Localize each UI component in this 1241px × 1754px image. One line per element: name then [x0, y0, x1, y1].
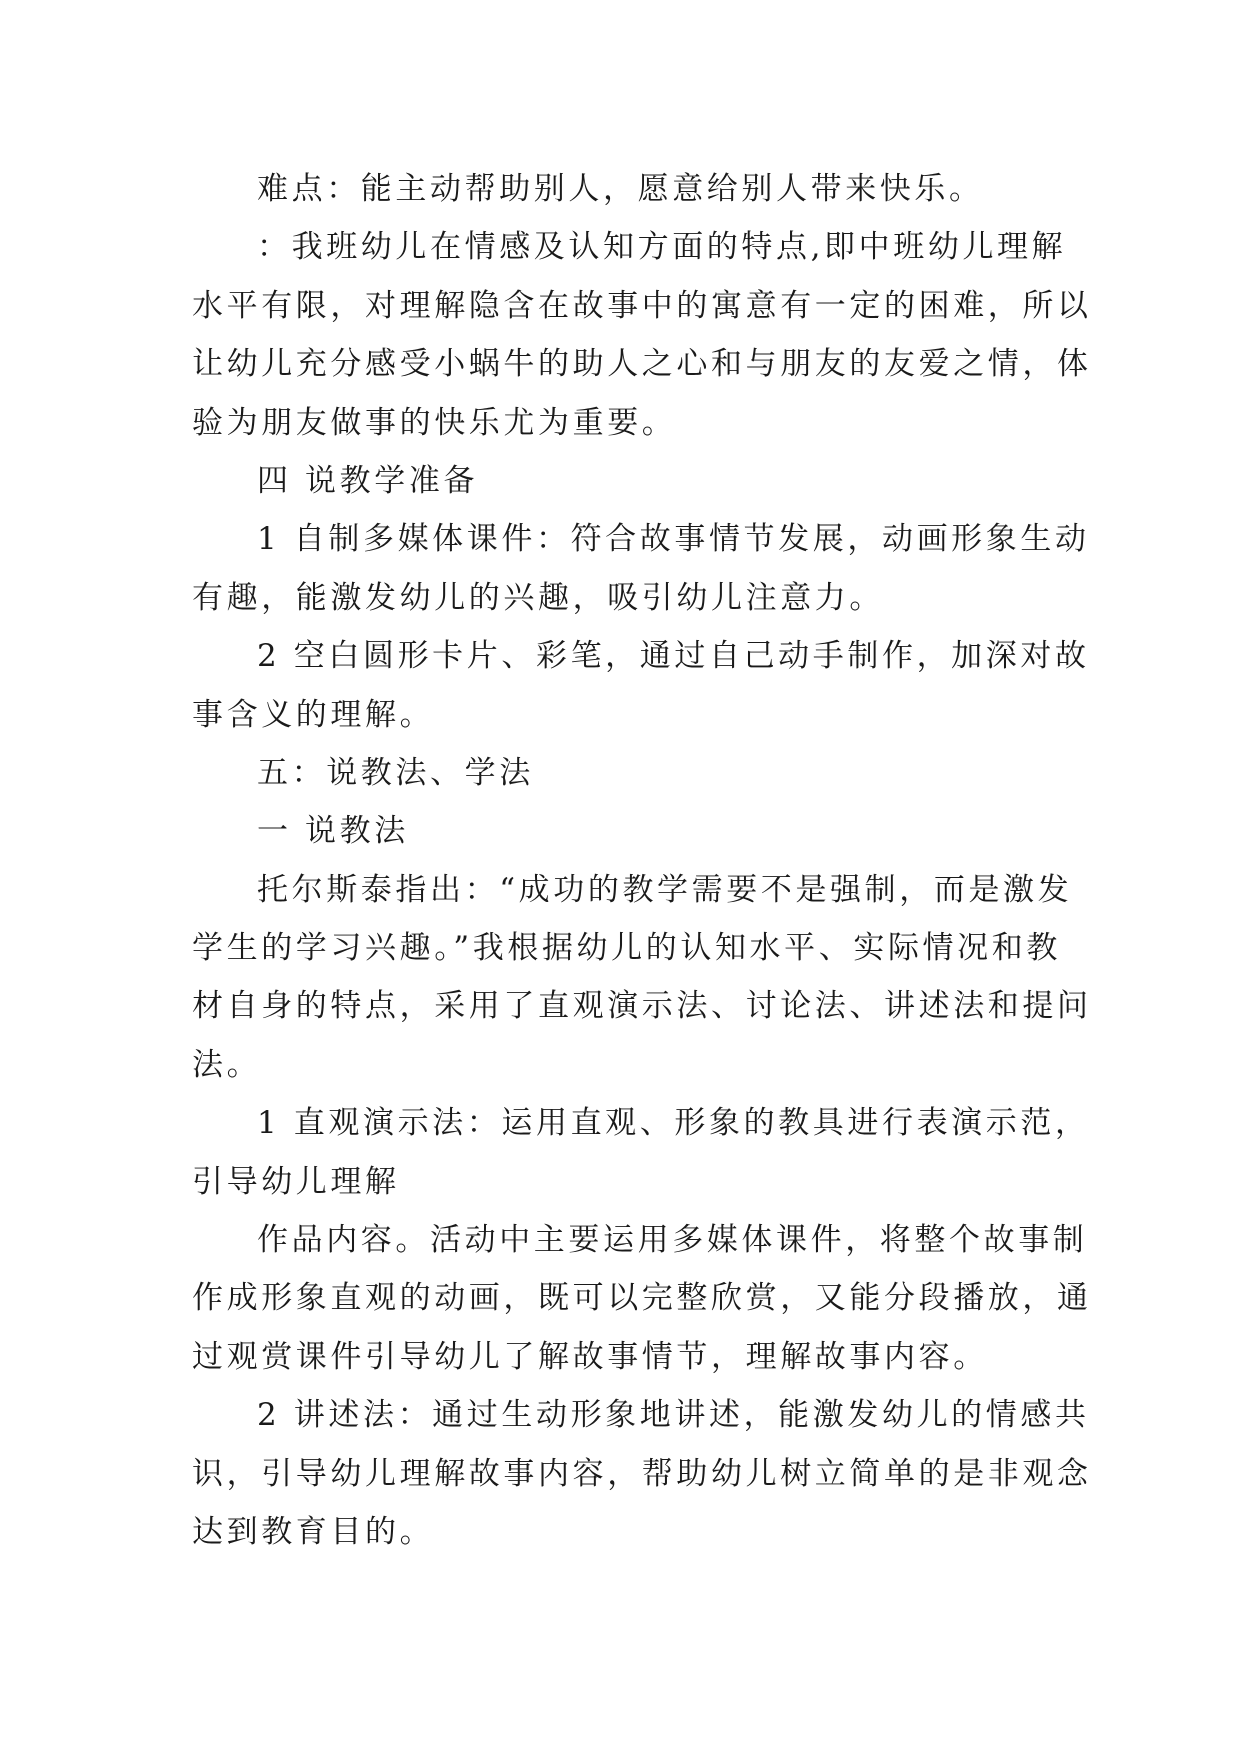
- section-heading: 五：说教法、学法: [257, 754, 534, 791]
- text-line: 水平有限，对理解隐含在故事中的寓意有一定的困难，所以: [192, 287, 1092, 324]
- text-line: 引导幼儿理解: [192, 1163, 400, 1200]
- text-line: 让幼儿充分感受小蜗牛的助人之心和与朋友的友爱之情，体: [192, 346, 1092, 383]
- text-line: 学生的学习兴趣。”我根据幼儿的认知水平、实际情况和教: [192, 930, 1061, 967]
- subsection-heading: 一 说教法: [257, 813, 409, 850]
- text-line: 作品内容。活动中主要运用多媒体课件，将整个故事制: [257, 1222, 1088, 1259]
- text-line: 1 自制多媒体课件：符合故事情节发展，动画形象生动: [257, 521, 1090, 558]
- text-line: 1 直观演示法：运用直观、形象的教具进行表演示范，: [257, 1105, 1090, 1142]
- text-line: 有趣，能激发幼儿的兴趣，吸引幼儿注意力。: [192, 579, 884, 616]
- text-line: 事含义的理解。: [192, 696, 435, 733]
- text-line: 识，引导幼儿理解故事内容，帮助幼儿树立简单的是非观念: [192, 1455, 1092, 1492]
- text-line: 2 空白圆形卡片、彩笔，通过自己动手制作，加深对故: [257, 638, 1090, 675]
- text-line: 作成形象直观的动画，既可以完整欣赏，又能分段播放，通: [192, 1280, 1092, 1317]
- text-line: 材自身的特点，采用了直观演示法、讨论法、讲述法和提问: [192, 988, 1092, 1025]
- section-heading: 四 说教学准备: [257, 462, 479, 499]
- text-line: 达到教育目的。: [192, 1513, 435, 1550]
- text-line: 2 讲述法：通过生动形象地讲述，能激发幼儿的情感共: [257, 1397, 1090, 1434]
- text-line: ：我班幼儿在情感及认知方面的特点,即中班幼儿理解: [257, 229, 1067, 266]
- text-line: 托尔斯泰指出：“成功的教学需要不是强制，而是激发: [257, 871, 1073, 908]
- text-line: 法。: [192, 1046, 262, 1083]
- text-line: 验为朋友做事的快乐尤为重要。: [192, 404, 677, 441]
- document-body: [192, 160, 1092, 1561]
- text-line: 难点：能主动帮助别人，愿意给别人带来快乐。: [257, 171, 984, 207]
- text-line: 过观赏课件引导幼儿了解故事情节，理解故事内容。: [192, 1338, 988, 1375]
